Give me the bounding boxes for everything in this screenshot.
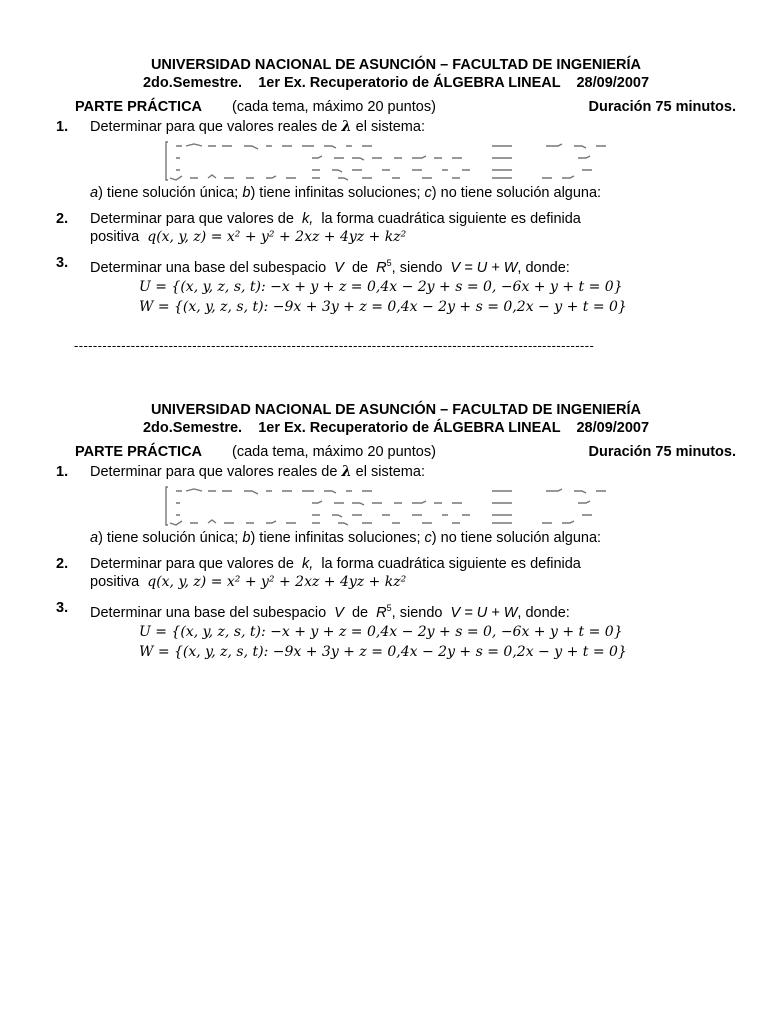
equation-system-image: [162, 140, 652, 182]
subspace-W: W = {(x, y, z, s, t): −9x + 3y + z = 0,4x − 2y + s = 0,2x − y + t = 0}: [139, 298, 627, 315]
university-title: UNIVERSIDAD NACIONAL DE ASUNCIÓN – FACULTAD DE INGENIERÍA: [150, 402, 642, 418]
quadratic-form: q(x, y, z) = x² + y² + 2xz + 4yz + kz²: [147, 229, 407, 245]
exam-block-2: [56, 401, 736, 662]
parte-practica-line: PARTE PRÁCTICA (cada tema, máximo 20 puntos) Duración 75 minutos.: [75, 444, 736, 460]
question-2: 2. Determinar para que valores de k, la forma cuadrática siguiente es definida positiva q(x, y, z) = x² + y² + 2xz + 4yz + kz²: [56, 211, 581, 245]
cut-line-separator: --------------------------------------------------------------------------------------------------------------: [74, 338, 595, 353]
subspace-U: U = {(x, y, z, s, t): −x + y + z = 0,4x − 2y + s = 0, −6x + y + t = 0}: [139, 278, 623, 295]
exam-block-1: [56, 56, 736, 317]
exam-subtitle: 2do.Semestre. 1er Ex. Recuperatorio de ÁLGEBRA LINEAL 28/09/2007: [142, 420, 650, 436]
subspace-W: W = {(x, y, z, s, t): −9x + 3y + z = 0,4x − 2y + s = 0,2x − y + t = 0}: [139, 643, 627, 660]
equation-system-image: [162, 485, 652, 527]
quadratic-form: q(x, y, z) = x² + y² + 2xz + 4yz + kz²: [147, 574, 407, 590]
question-1: 1. Determinar para que valores reales de λ el sistema:: [56, 118, 425, 135]
question-2: 2. Determinar para que valores de k, la forma cuadrática siguiente es definida positiva q(x, y, z) = x² + y² + 2xz + 4yz + kz²: [56, 556, 581, 590]
question-3: 3. Determinar una base del subespacio V de $R^5$, siendo V = U + W, donde:: [56, 255, 570, 276]
question-1: 1. Determinar para que valores reales de λ el sistema:: [56, 463, 425, 480]
question-1-options: a) tiene solución única; b) tiene infinitas soluciones; c) no tiene solución alguna:: [90, 185, 602, 201]
parte-practica-line: PARTE PRÁCTICA (cada tema, máximo 20 puntos) Duración 75 minutos.: [75, 99, 736, 115]
university-title: UNIVERSIDAD NACIONAL DE ASUNCIÓN – FACULTAD DE INGENIERÍA: [150, 57, 642, 73]
question-3: 3. Determinar una base del subespacio V de $R^5$, siendo V = U + W, donde:: [56, 600, 570, 621]
question-1-options: a) tiene solución única; b) tiene infinitas soluciones; c) no tiene solución alguna:: [90, 530, 602, 546]
exam-subtitle: 2do.Semestre. 1er Ex. Recuperatorio de ÁLGEBRA LINEAL 28/09/2007: [142, 75, 650, 91]
subspace-U: U = {(x, y, z, s, t): −x + y + z = 0,4x − 2y + s = 0, −6x + y + t = 0}: [139, 623, 623, 640]
